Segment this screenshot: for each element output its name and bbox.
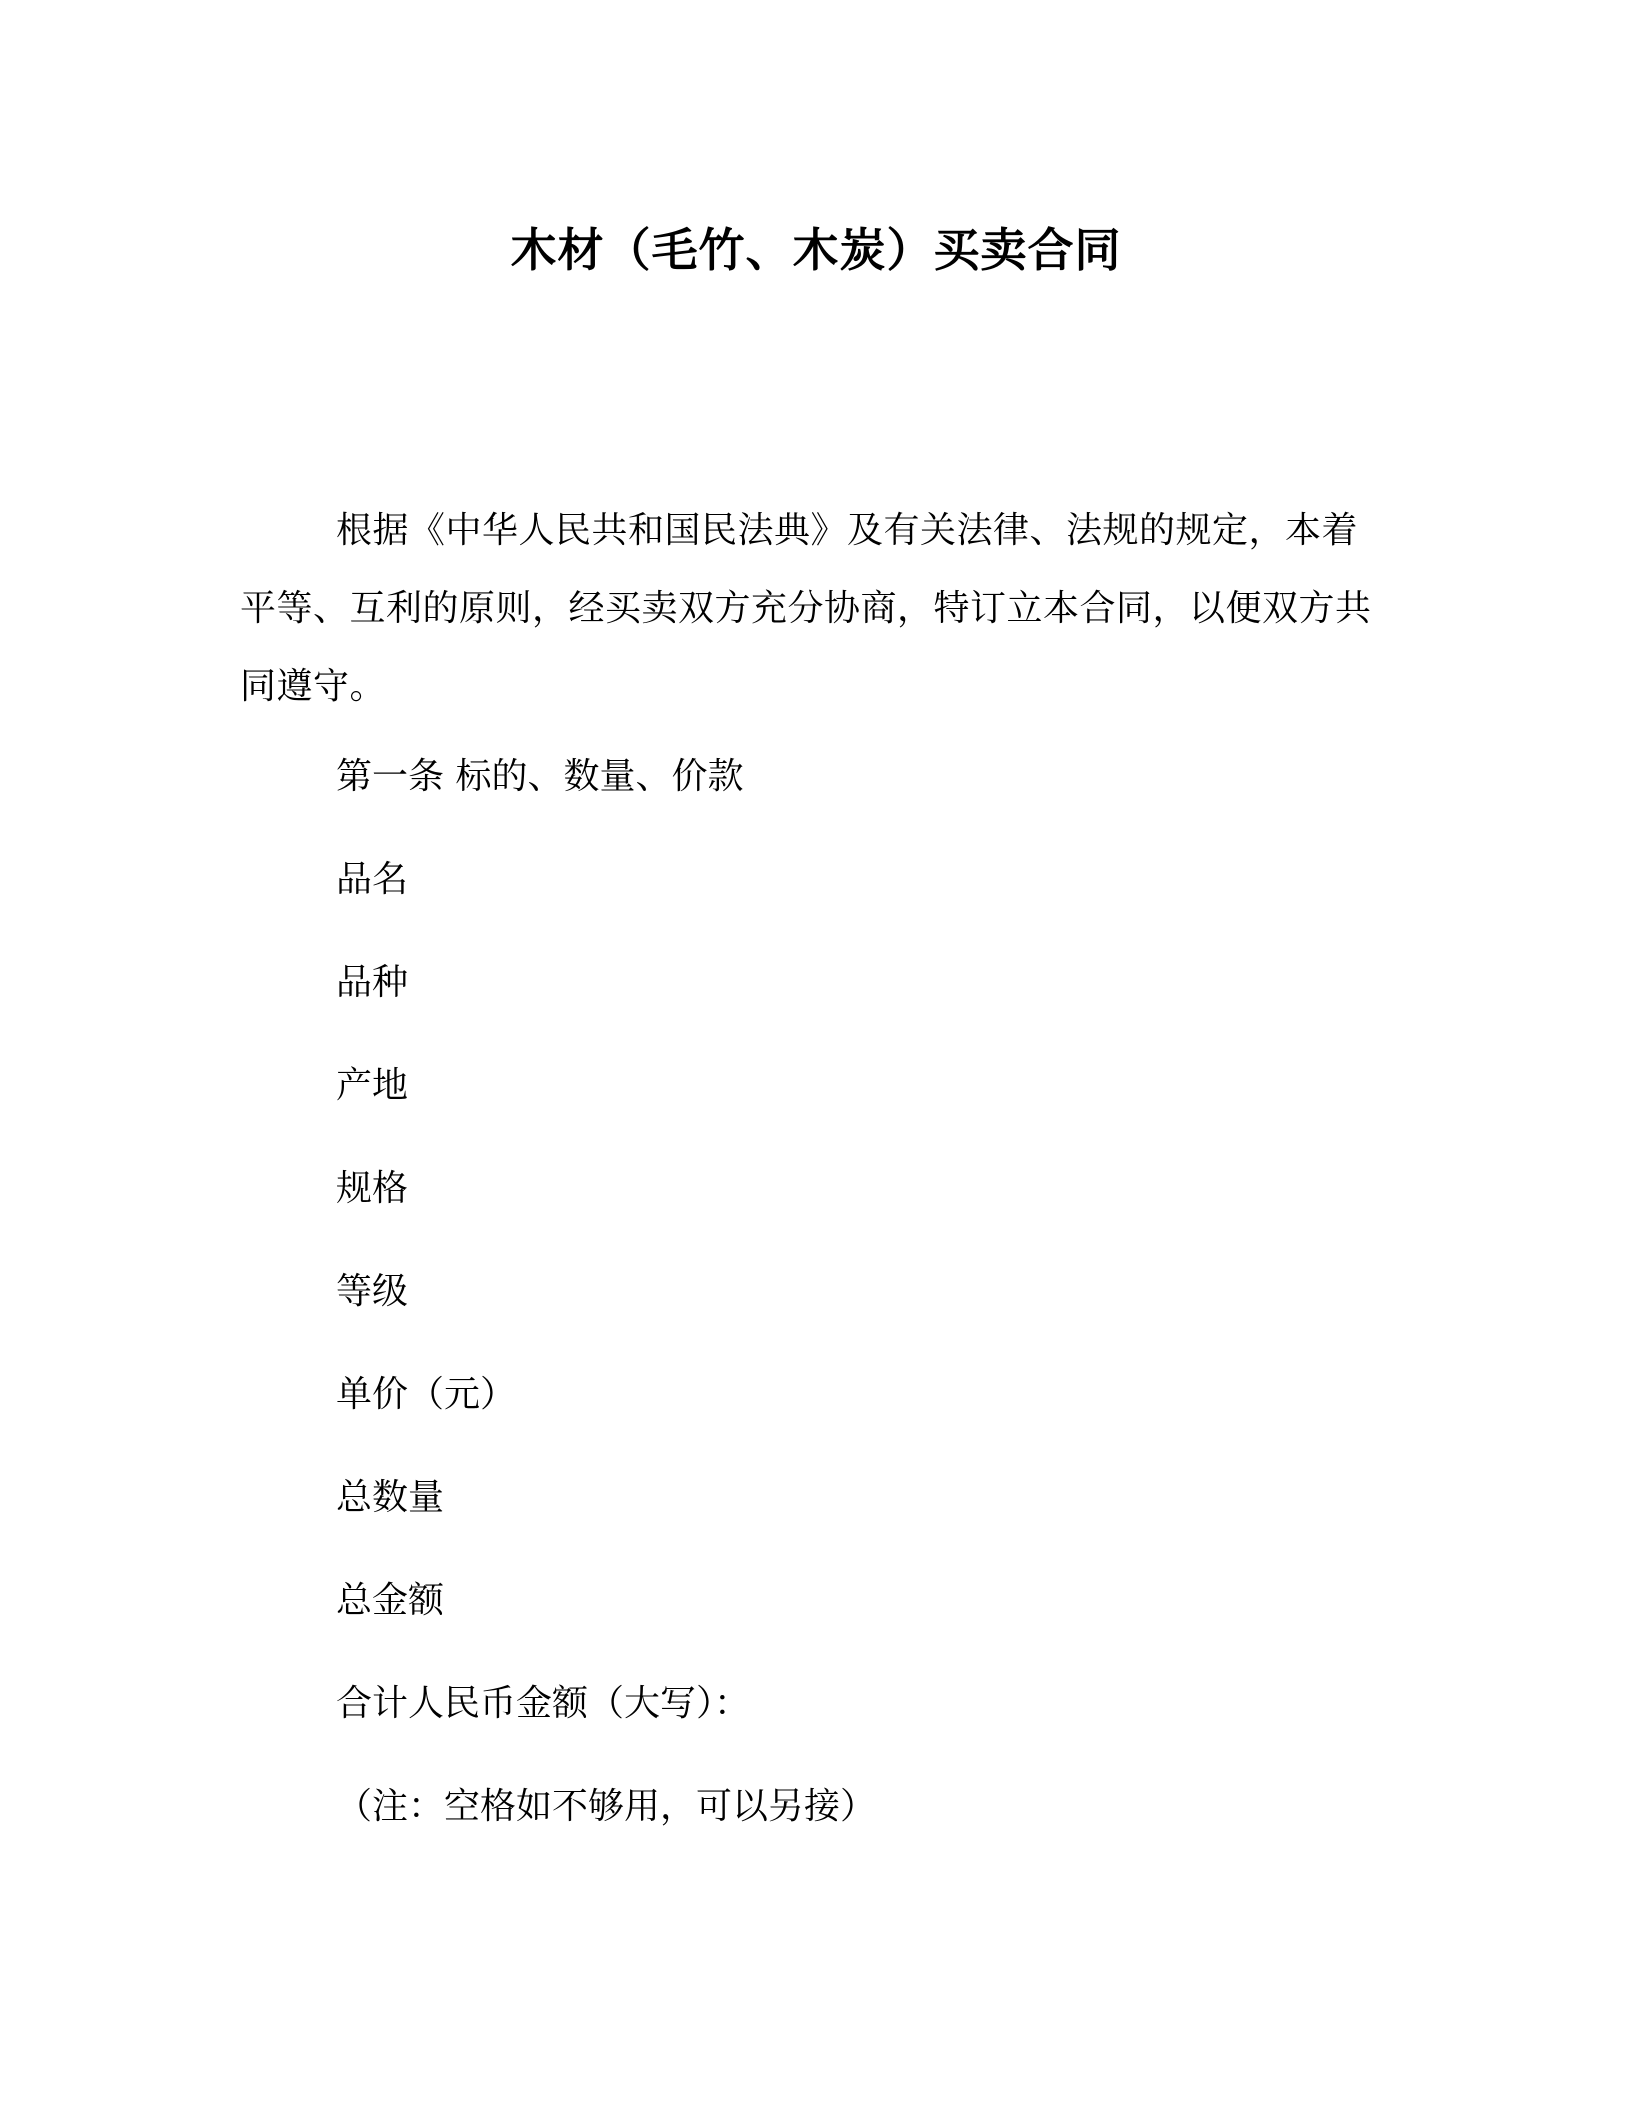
article-1-heading: 第一条 标的、数量、价款 — [336, 756, 744, 797]
field-label-product-name: 品名 — [336, 859, 409, 900]
note-text: （注：空格如不够用，可以另接） — [336, 1786, 877, 1827]
field-label-origin: 产地 — [336, 1065, 409, 1106]
field-label-variety: 品种 — [336, 962, 409, 1003]
field-label-total-quantity: 总数量 — [336, 1477, 445, 1518]
field-label-grade: 等级 — [336, 1271, 409, 1312]
field-label-unit-price: 单价（元） — [336, 1374, 517, 1415]
field-label-specification: 规格 — [336, 1168, 409, 1209]
field-label-total-amount: 总金额 — [336, 1580, 445, 1621]
document-title: 木材（毛竹、木炭）买卖合同 — [510, 223, 1122, 277]
intro-paragraph: 根据《中华人民共和国民法典》及有关法律、法规的规定，本着平等、互利的原则，经买卖双方充分协商，特订立本合同，以便双方共同遵守。 — [240, 510, 1372, 707]
field-label-total-rmb-uppercase: 合计人民币金额（大写）： — [336, 1683, 751, 1724]
